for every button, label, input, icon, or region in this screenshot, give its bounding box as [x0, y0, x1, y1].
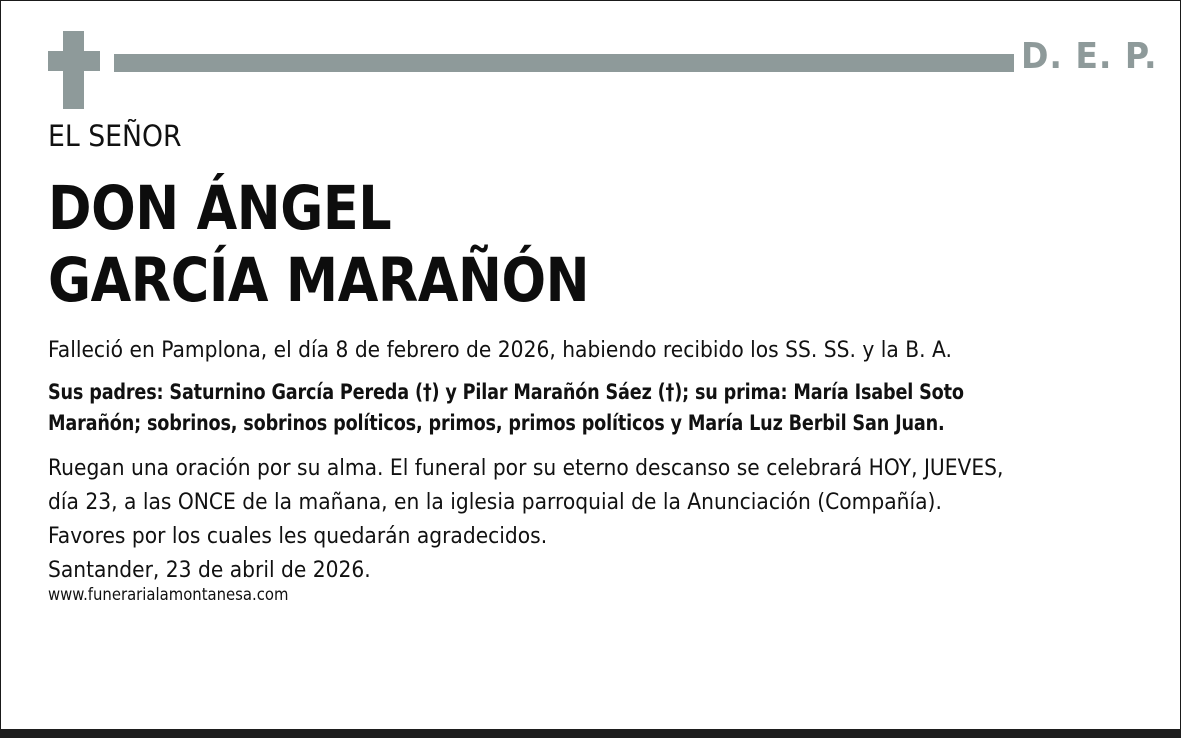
death-statement: Falleció en Pamplona, el día 8 de febrero de 2026, habiendo recibido los SS. SS. y la B. A. — [48, 337, 952, 363]
cross-icon — [48, 31, 100, 109]
family-line-2: Marañón; sobrinos, sobrinos políticos, primos, primos políticos y María Luz Berbil San Juan. — [48, 411, 945, 435]
place-date: Santander, 23 de abril de 2026. — [48, 557, 371, 583]
funeral-announcement — [48, 451, 1003, 553]
name-line-1: DON ÁNGEL — [48, 173, 392, 244]
header-rule — [114, 54, 1014, 72]
funeral-line-2: día 23, a las ONCE de la mañana, en la iglesia parroquial de la Anunciación (Compañía). — [48, 489, 942, 515]
name-line-2: GARCÍA MARAÑÓN — [48, 245, 590, 316]
deceased-name — [48, 173, 589, 317]
salutation: EL SEÑOR — [48, 119, 182, 153]
dep-label: D. E. P. — [1021, 36, 1158, 77]
funeral-line-1: Ruegan una oración por su alma. El funeral por su eterno descanso se celebrará HOY, JUEVES, — [48, 455, 1004, 481]
family-list — [48, 377, 964, 439]
bottom-rule — [0, 729, 1181, 738]
website-link[interactable]: www.funerarialamontanesa.com — [48, 585, 289, 604]
funeral-line-3: Favores por los cuales les quedarán agradecidos. — [48, 523, 548, 549]
family-line-1: Sus padres: Saturnino García Pereda (†) y Pilar Marañón Sáez (†); su prima: María Isabel Soto — [48, 380, 964, 404]
